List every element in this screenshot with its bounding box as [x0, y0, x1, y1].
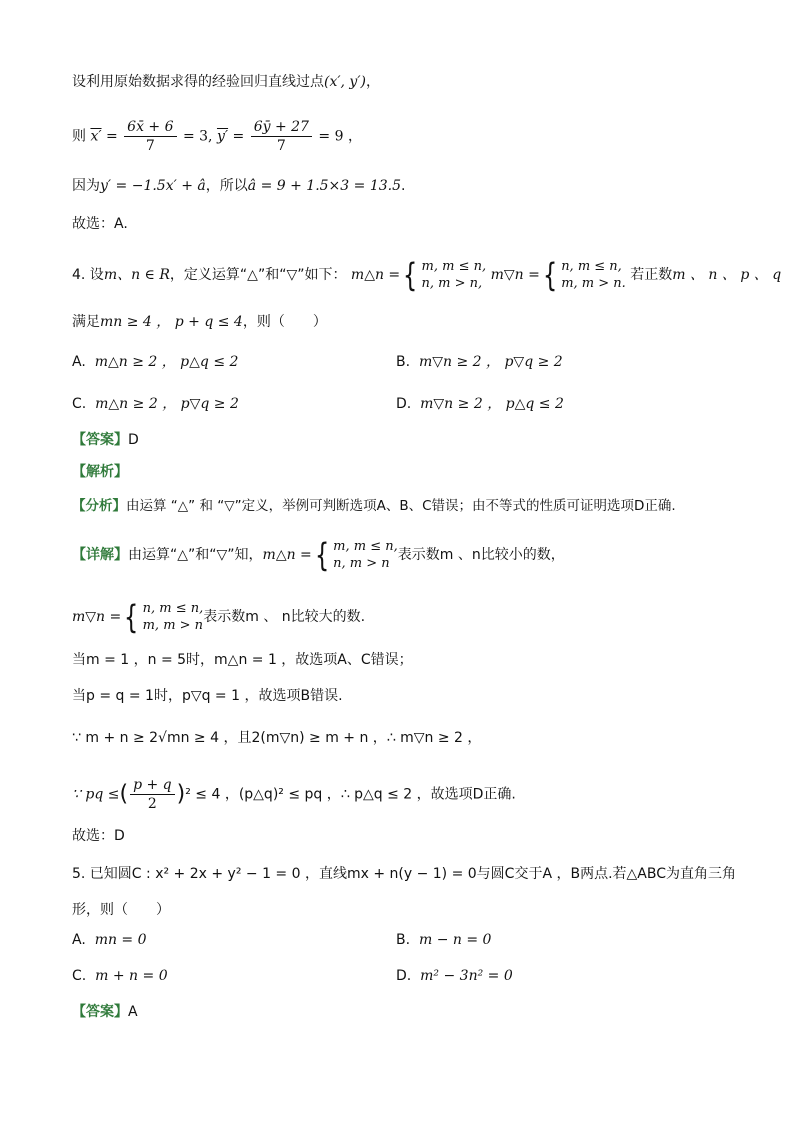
def1-lhs: m△n =	[350, 267, 401, 283]
a-hat-calc: â = 9 + 1.5×3 = 13.5	[247, 178, 401, 194]
q4-option-a-label: A.	[72, 354, 86, 370]
q4-option-b-label: B.	[396, 354, 411, 370]
q4-option-b[interactable]	[396, 352, 563, 372]
xj2-brace: {	[124, 598, 139, 636]
q5-option-c[interactable]	[72, 966, 168, 986]
q4-analysis-tag	[72, 462, 128, 482]
fraction-1	[124, 118, 176, 155]
q5-option-a-label: A.	[72, 932, 86, 948]
def1-brace: {	[403, 256, 418, 294]
def2-cases	[561, 258, 626, 292]
xj2-b: 表示数m 、 n比较大的数.	[203, 609, 366, 625]
q5-answer	[72, 1002, 138, 1022]
intro-text-3-mid: ，所以	[205, 178, 248, 194]
q4-option-a[interactable]	[72, 352, 238, 372]
xj1-brace: {	[314, 536, 330, 574]
x-bar-prime: x′	[90, 128, 102, 145]
def2-case-1: n, m ≤ n,	[561, 259, 622, 274]
q4-stem-vars2: m 、 n 、 p 、 q	[672, 267, 782, 283]
q5-stem-1: 5. 已知圆C : x² + 2x + y² − 1 = 0 ，直线mx + n(y − 1) = 0与圆C交于A ，B两点.若△ABC为直角三角	[72, 866, 737, 882]
y-bar-prime: y′	[216, 128, 229, 145]
q5-option-d[interactable]	[396, 966, 513, 986]
q4-answer	[72, 430, 139, 450]
xj6-fraction	[130, 776, 175, 813]
fraction-2-num: 6ȳ + 27	[251, 118, 312, 137]
q5-option-b-label: B.	[396, 932, 411, 948]
xj6-b: ² ≤ 4 ，(p△q)² ≤ pq ，∴ p△q ≤ 2 ，故选项D正确.	[185, 786, 516, 803]
intro-text-1-end: ，	[366, 74, 380, 90]
intro-text-1: 设利用原始数据求得的经验回归直线过点	[72, 74, 324, 90]
fenxi-text: 由运算 “△” 和 “▽”定义，举例可判断选项A、B、C错误；由不等式的性质可证明选项D正确.	[126, 498, 676, 514]
equals-1: =	[101, 128, 123, 145]
xj6-paren-close: )	[176, 781, 186, 807]
analysis-tag: 【解析】	[72, 464, 128, 480]
q4-option-d-label: D.	[396, 396, 412, 412]
q5-answer-tag: 【答案】	[72, 1004, 128, 1020]
intro-text-2-end: = 9 ，	[313, 128, 362, 145]
def1-case-1: m, m ≤ n,	[421, 259, 487, 274]
mid-eq: = 3,	[178, 128, 217, 145]
q4-option-d[interactable]	[396, 394, 564, 414]
q5-option-a[interactable]	[72, 930, 147, 950]
xiangjie-tag: 【详解】	[72, 547, 128, 563]
q4-xiangjie-1	[72, 538, 565, 572]
q5-option-a-text: mn = 0	[94, 932, 147, 948]
q4-fenxi	[72, 496, 676, 516]
q5-stem-2: 形，则（ ）	[72, 902, 170, 918]
xj1-a: 由运算“△”和“▽”知，	[128, 547, 263, 563]
intro-choose: 故选：A.	[72, 216, 128, 232]
xj1-cases	[333, 538, 398, 572]
xj1-case-2: n, m > n	[333, 556, 390, 571]
q4-choose: 故选：D	[72, 828, 125, 844]
intro-line-2: 则 x′ = $\frac{6x̄ + 6}{7}$ = 3, y′ = $\frac{6ȳ + 27}{7}$ = 9 ，	[72, 119, 362, 154]
q5-option-b[interactable]	[396, 930, 491, 950]
q5-option-c-text: m + n = 0	[95, 968, 168, 984]
q4-xiangjie-5: ∵ m + n ≥ 2√mn ≥ 4 ，且2(m▽n) ≥ m + n ，∴ m▽n ≥ 2 ，	[72, 730, 482, 746]
fraction-2	[251, 118, 312, 155]
xj1-case-1: m, m ≤ n,	[333, 539, 398, 554]
answer-value: D	[128, 432, 139, 448]
xj6-num: p + q	[130, 776, 175, 795]
intro-line-1	[72, 72, 380, 92]
xj6-den: 2	[147, 796, 157, 812]
q4-stem-line-1	[72, 258, 781, 292]
q4-stem-d: 满足	[72, 314, 100, 330]
q4-stem-e: ，则（ ）	[242, 314, 327, 330]
q4-option-c-text: m△n ≥ 2 ， p▽q ≥ 2	[95, 396, 239, 412]
q5-answer-value: A	[128, 1004, 138, 1020]
xj2-case-2: m, m > n	[142, 618, 204, 633]
xj2-cases	[143, 600, 204, 634]
xj2-case-1: n, m ≤ n,	[142, 601, 204, 616]
q4-option-b-text: m▽n ≥ 2 ， p▽q ≥ 2	[418, 354, 563, 370]
intro-text-3-prefix: 因为	[72, 178, 100, 194]
xj2-lhs: m▽n =	[72, 609, 122, 625]
q4-option-c[interactable]	[72, 394, 239, 414]
answer-tag: 【答案】	[72, 432, 128, 448]
def2-brace: {	[542, 256, 558, 294]
xj1-lhs: m△n =	[262, 547, 312, 563]
fraction-2-den: 7	[276, 138, 286, 154]
q4-stem-c: 若正数	[630, 267, 673, 283]
regression-eq: y′ = −1.5x′ + â	[100, 178, 206, 194]
q4-stem-line-2	[72, 312, 327, 332]
fenxi-tag: 【分析】	[72, 498, 126, 514]
intro-text-3-end: .	[401, 178, 406, 194]
q5-option-c-label: C.	[72, 968, 87, 984]
q5-option-d-text: m² − 3n² = 0	[420, 968, 513, 984]
xj6-paren-open: (	[119, 781, 129, 807]
intro-text-2-prefix: 则	[72, 128, 86, 145]
xj1-b: 表示数m 、n比较小的数，	[397, 547, 565, 563]
intro-line-3	[72, 176, 405, 196]
q4-stem-cond: mn ≥ 4 ， p + q ≤ 4	[100, 314, 243, 330]
q4-option-c-label: C.	[72, 396, 87, 412]
q4-xiangjie-6	[72, 776, 516, 813]
q5-option-d-label: D.	[396, 968, 412, 984]
q4-xiangjie-2	[72, 600, 365, 634]
fraction-1-den: 7	[145, 138, 155, 154]
def1-case-2: n, m > n,	[421, 276, 483, 291]
xj6-a: ∵ pq ≤	[72, 786, 120, 803]
def2-case-2: m, m > n.	[561, 276, 626, 291]
def1-cases	[422, 258, 487, 292]
def2-lhs: m▽n =	[490, 267, 540, 283]
q4-xiangjie-4: 当p = q = 1时，p▽q = 1 ，故选项B错误.	[72, 688, 343, 704]
intro-point: (x′, y′)	[324, 74, 366, 90]
q4-stem-a: 4. 设	[72, 267, 104, 283]
q5-option-b-text: m − n = 0	[418, 932, 492, 948]
q4-stem-b: ，定义运算“△”和“▽”如下：	[169, 267, 347, 283]
q4-xiangjie-3: 当m = 1 ，n = 5时，m△n = 1 ，故选项A、C错误；	[72, 652, 413, 668]
q4-option-d-text: m▽n ≥ 2 ， p△q ≤ 2	[420, 396, 564, 412]
q4-option-a-text: m△n ≥ 2 ， p△q ≤ 2	[94, 354, 239, 370]
fraction-1-num: 6x̄ + 6	[124, 118, 176, 137]
q4-stem-vars: m、n ∈ R	[103, 267, 170, 283]
